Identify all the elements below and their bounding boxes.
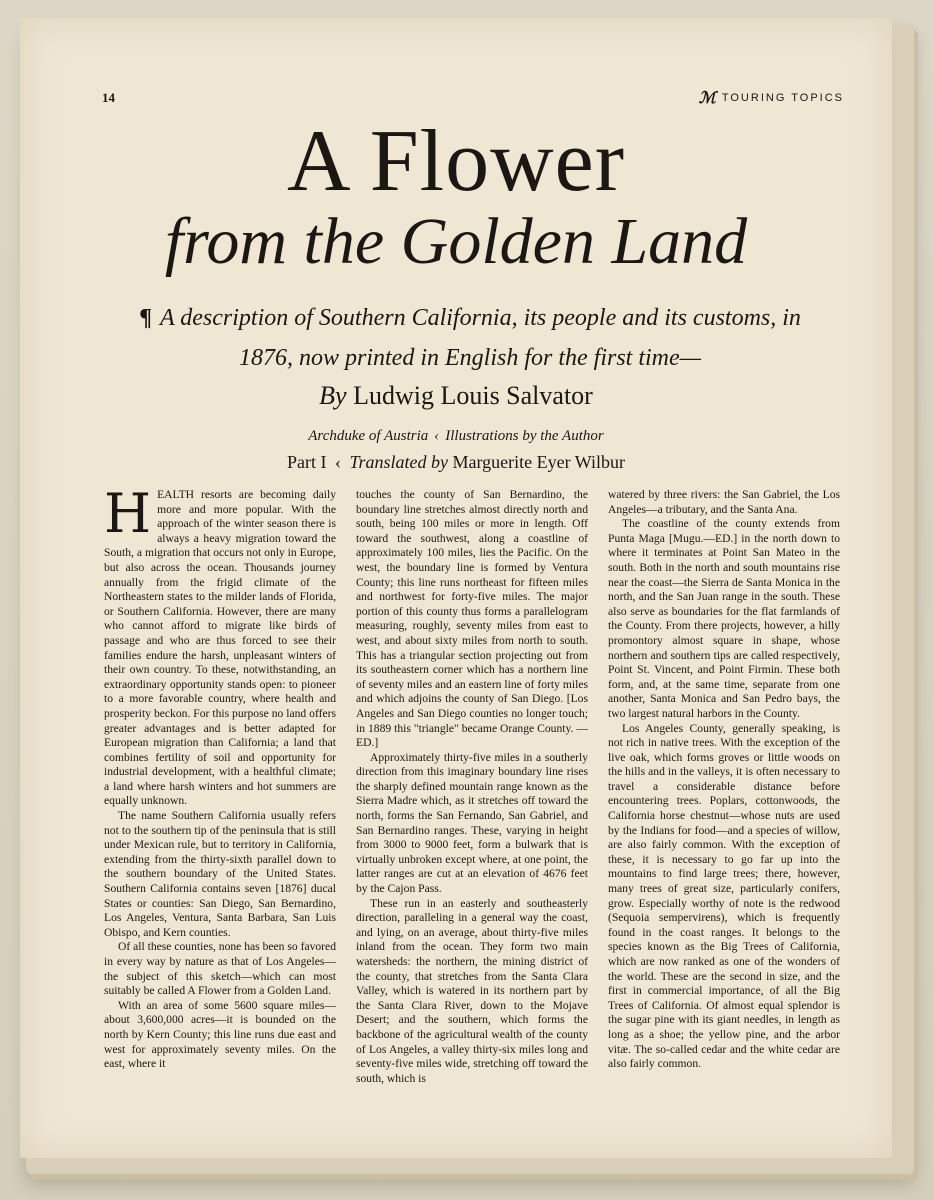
article-column-3 <box>608 488 840 1072</box>
article-paragraph: Los Angeles County, generally speaking, is not rich in native trees. With the exception of the live oak, which forms groves or little woods on the hills and in the valleys, it is often necessary to travel a considerable distance before encountering trees. Poplars, cottonwoods, the California horse chestnut—whose nuts are used by the Indians for food—and a species of willow, are also fairly common. With the exception of these, it is necessary to go far up into the mountains to find large trees; there, however, many trees of great size, particularly conifers, grow. Especially worthy of note is the redwood (Sequoia sempervirens), which is frequently found in the coast ranges. It belongs to the species known as the Big Trees of California, which are now ranked as one of the wonders of the world. These are the second in size, and the first in commercial importance, of all the Big Trees of California. Of almost equal splendor is the sugar pine with its giant needles, in length as long as a shoe; the yellow pine, and the arbor vitæ. The so-called cedar and the white cedar are also fairly common. <box>608 721 840 1071</box>
subtitle-text: A description of Southern California, its people and its customs, in 1876, now printed in English for the first time— <box>160 305 801 371</box>
part-label: Part I <box>286 452 327 472</box>
article-paragraph: HEALTH resorts are becoming daily more and more popular. With the approach of the winter season there is always a heavy migration toward the South, a migration that occurs not only in Europe, but also across the ocean. Thousands journey annually from the frigid climate of the Northeastern states to the milder lands of Florida, or Southern California. However, there are many who cannot afford to migrate like birds of passage and who are thus forced to see their families endure the harsh, unpleasant winters of their own country. To these, notwithstanding, an extraordinary opportunity stands open: to pioneer to a more favorable country, where health and prosperity beckon. For this purpose no land offers greater advantages and is better adapted for European migration than California; a land that combines fertility of soil and opportunity for industrial development, with a healthful climate; a land where harsh winters and hot summers are equally unknown. <box>104 482 336 808</box>
subtitle <box>120 298 820 378</box>
credits-illustrations: Illustrations by the Author <box>445 428 604 444</box>
byline <box>20 380 892 412</box>
article-paragraph: The coastline of the county extends from Punta Maga [Mugu.—ED.] in the north down to where it terminates at Point San Mateo in the south. Both in the north and south mountains rise near the coast—the Sierra de Santa Monica in the north, and the San Juan range in the south. These also serve as boundaries for the flat farmlands of the County. From there projects, however, a hilly promontory almost square in shape, whose northern and southern tips are called respectively, Point St. Vincent, and Point Firmin. These both form, and, at the same time, separate from one another, Santa Monica and San Pedro bays, the two largest natural harbors in the County. <box>608 517 840 720</box>
article-paragraph: Of all these counties, none has been so favored in every way by nature as that of Los Angeles—the subject of this sketch—which can most suitably be called A Flower from a Golden Land. <box>104 940 336 998</box>
article-paragraph: The name Southern California usually refers not to the southern tip of the peninsula that is still under Mexican rule, but to territory in California, extending from the thirty-sixth parallel down to the southern boundary of the United States. Southern California contains seven [1876] ducal States or counties: San Diego, San Bernardino, Los Angeles, Ventura, Santa Barbara, San Luis Obispo, and Kern counties. <box>104 809 336 939</box>
translator-name: Marguerite Eyer Wilbur <box>452 452 626 472</box>
drop-cap: H <box>104 482 152 545</box>
article-paragraph: watered by three rivers: the San Gabriel, the Los Angeles—a tributary, and the Santa Ana. <box>608 488 840 516</box>
byline-author: Ludwig Louis Salvator <box>353 381 593 410</box>
running-head <box>699 88 844 108</box>
byline-by: By <box>319 381 347 410</box>
article-paragraph: These run in an easterly and southeasterly direction, paralleling in a general way the coast, and lying, on an average, about thirty-five miles inland from the ocean. They form two main watersheds: the northern, the mining district of the county, that stretches from the Santa Clara Valley, which is watered in its northern part by the Santa Clara River, down to the Mojave Desert; and the southern, which forms the backbone of the agricultural wealth of the county of Los Angeles, a valley thirty-six miles long and seventy-five miles wide, stretching off toward the south, which is <box>356 896 588 1085</box>
page-number: 14 <box>102 90 115 105</box>
part-separator: ‹ <box>334 452 341 472</box>
article-column-2 <box>356 488 588 1086</box>
running-head-text: TOURING TOPICS <box>721 92 844 104</box>
article-column-1 <box>104 482 336 1072</box>
translated-by-label: Translated by <box>349 452 448 472</box>
pilcrow-icon: ¶ <box>139 305 153 331</box>
credits-separator: ‹ <box>434 428 440 444</box>
article-paragraph: Approximately thirty-five miles in a southerly direction from this imaginary boundary line rises the sharply defined mountain range known as the Sierra Madre which, as it stretches off toward the north, forms the San Fernando, San Gabriel, and San Bernardino ranges. These, varying in height from 3000 to 9000 feet, form a bulwark that is virtually unbroken except where, at one point, the latter ranges are cut at an elevation of 4676 feet by the Cajon Pass. <box>356 750 588 896</box>
credits <box>20 428 892 445</box>
article-paragraph: With an area of some 5600 square miles—about 3,600,000 acres—it is bounded on the north by Kern County; this line runs due east and west for approximately seventy miles. On the east, where it <box>104 998 336 1071</box>
title-line-1: A Flower <box>287 113 625 210</box>
tt-monogram-icon: ℳ <box>698 90 718 107</box>
title-line-2: from the Golden Land <box>164 205 748 278</box>
credits-role: Archduke of Austria <box>308 428 429 444</box>
part-line <box>20 452 892 473</box>
article-paragraph: touches the county of San Bernardino, the boundary line stretches almost directly north and south, being 100 miles or more in length. Off toward the southwest, along a coastline of approximately 100 miles, lies the Pacific. On the west, the boundary line is formed by Ventura County; this line runs northeast for fifteen miles and northwest for forty-five miles. The major portion of this county thus forms a parallelogram measuring, roughly, seventy miles from east to west, and about sixty miles from north to south. This has a triangular section projecting out from its southeastern corner which has a northern line of seventy miles and an eastern line of forty miles and which adjoins the county of San Diego. [Los Angeles and San Diego counties no longer touch; in 1889 this "triangle" became Orange County. —ED.] <box>356 488 588 750</box>
magazine-page <box>20 18 892 1158</box>
